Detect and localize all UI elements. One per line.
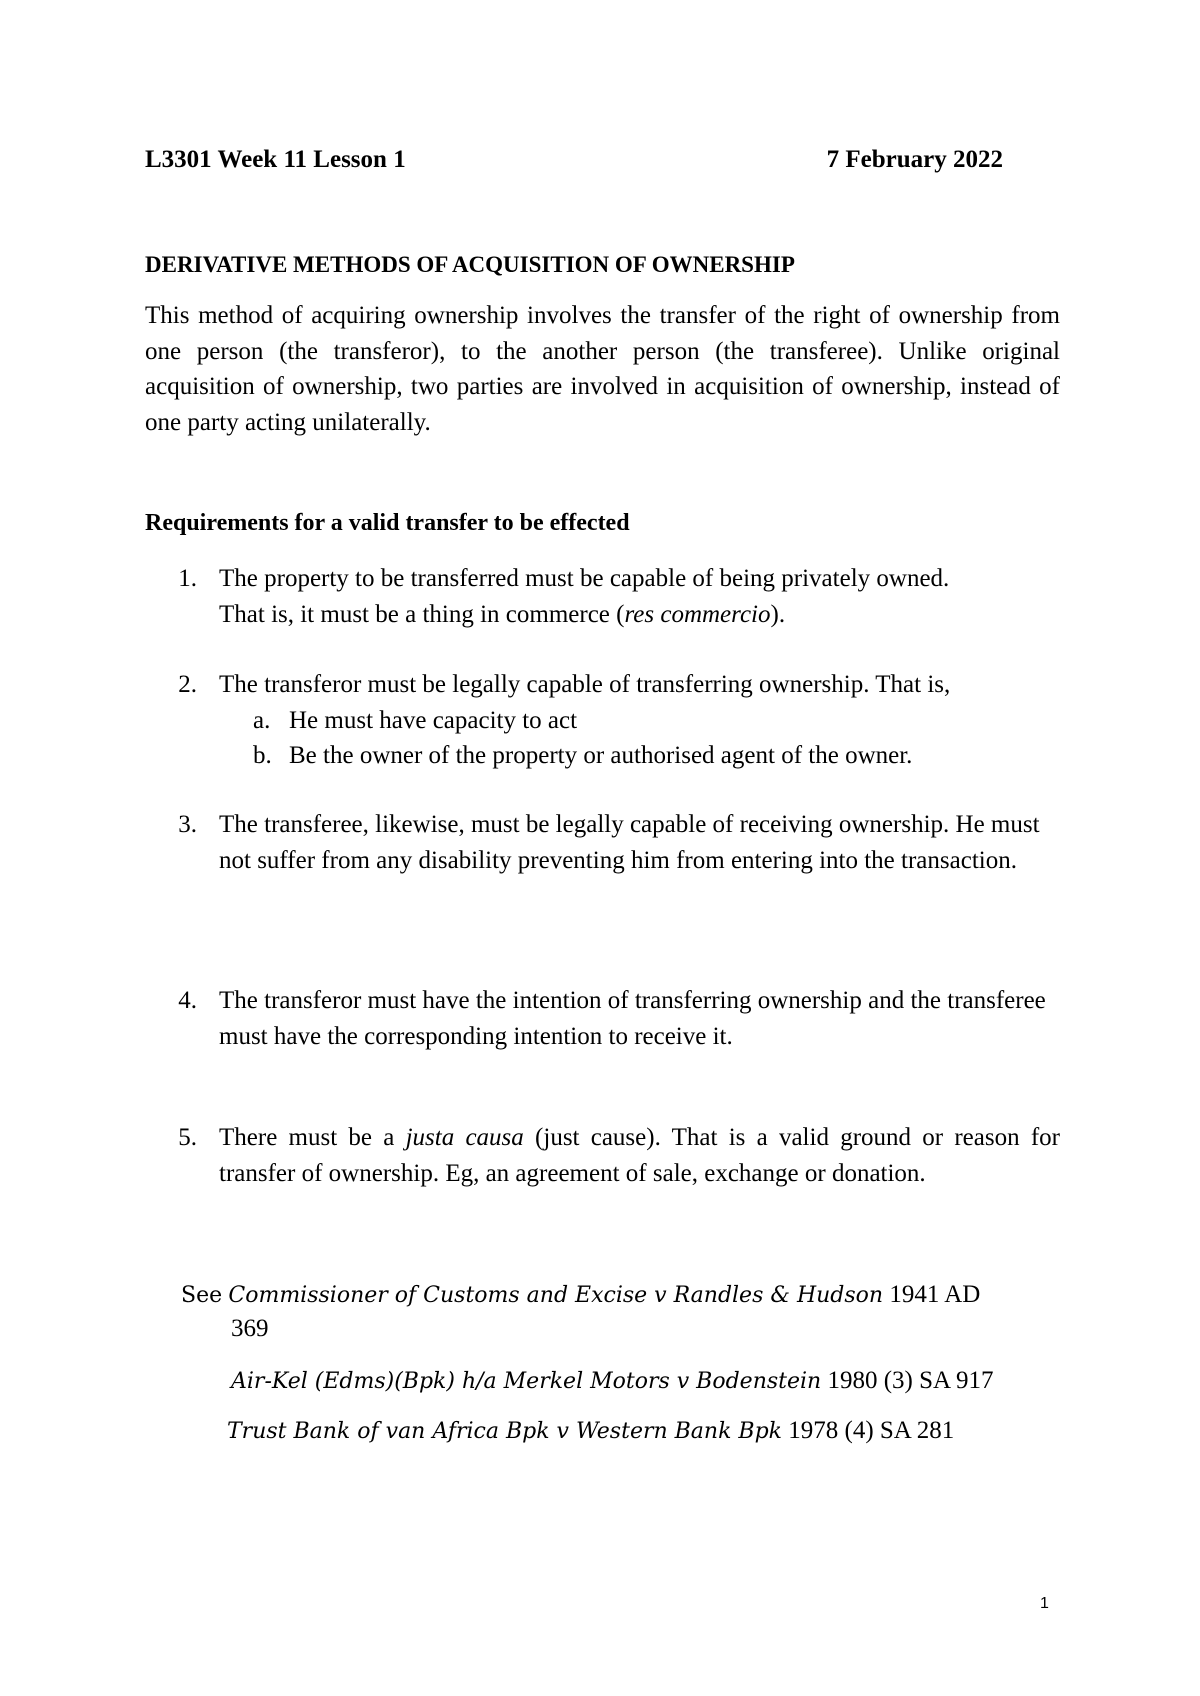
citation-continuation: 369 bbox=[231, 1315, 269, 1342]
sub-text: He must have capacity to act bbox=[289, 707, 578, 734]
requirements-heading: Requirements for a valid transfer to be effected bbox=[145, 510, 630, 536]
requirement-text: The transferor must have the intention of transferring ownership and the transferee must have the corresponding intention to receive it. bbox=[219, 987, 1046, 1050]
requirement-number: 4. bbox=[178, 987, 197, 1014]
case-reference: 1941 AD bbox=[889, 1281, 981, 1308]
see-label: See bbox=[181, 1283, 223, 1308]
sub-label: b. bbox=[253, 742, 272, 769]
sub-label: a. bbox=[253, 707, 271, 734]
case-name: Commissioner of Customs and Excise v Randles & Hudson bbox=[228, 1283, 884, 1308]
requirement-text bbox=[219, 561, 1200, 632]
lesson-date: 7 February 2022 bbox=[826, 146, 1003, 173]
requirement-text bbox=[219, 1120, 1060, 1191]
requirement-number: 2. bbox=[178, 671, 197, 698]
requirement-number: 3. bbox=[178, 811, 197, 838]
requirement-line bbox=[219, 597, 1200, 633]
document-header bbox=[145, 146, 1003, 174]
sub-text: Be the owner of the property or authorised agent of the owner. bbox=[289, 742, 913, 769]
case-name: Trust Bank of van Africa Bpk v Western Bank Bpk bbox=[227, 1419, 782, 1444]
intro-paragraph: This method of acquiring ownership involves the transfer of the right of ownership from one person (the transferor), to the another person (the transferee). Unlike original acquisition of ownership, two parties are involved in acquisition of ownership, instead of one party acting unilaterally. bbox=[145, 302, 1060, 436]
citation bbox=[227, 1413, 954, 1450]
latin-term: justa causa bbox=[405, 1124, 524, 1151]
page-number: 1 bbox=[1040, 1595, 1049, 1612]
section-title: DERIVATIVE METHODS OF ACQUISITION OF OWNERSHIP bbox=[145, 252, 795, 277]
text-segment: There must be a bbox=[219, 1124, 406, 1151]
case-name: Air-Kel (Edms)(Bpk) h/a Merkel Motors v Bodenstein bbox=[231, 1369, 822, 1394]
citation bbox=[231, 1363, 993, 1400]
latin-term: res commercio bbox=[624, 600, 771, 628]
citation bbox=[181, 1277, 980, 1314]
case-reference: 1978 (4) SA 281 bbox=[788, 1417, 955, 1444]
requirement-text: The transferee, likewise, must be legally capable of receiving ownership. He must not suffer from any disability preventing him from entering into the transaction. bbox=[219, 811, 1040, 874]
text-segment: (just cause). That is a valid ground or reason for transfer of ownership. Eg, an agreement of sale, exchange or donation. bbox=[219, 1124, 1060, 1187]
case-reference: 1980 (3) SA 917 bbox=[827, 1367, 994, 1394]
text-segment: That is, it must be a thing in commerce ( bbox=[219, 600, 625, 628]
text-segment: ). bbox=[770, 600, 786, 628]
requirement-number: 1. bbox=[178, 565, 197, 592]
requirement-line: The property to be transferred must be capable of being privately owned. bbox=[219, 565, 950, 592]
requirement-text: The transferor must be legally capable of transferring ownership. That is, bbox=[219, 671, 951, 698]
requirement-number: 5. bbox=[178, 1124, 197, 1151]
course-lesson-title: L3301 Week 11 Lesson 1 bbox=[145, 146, 406, 173]
